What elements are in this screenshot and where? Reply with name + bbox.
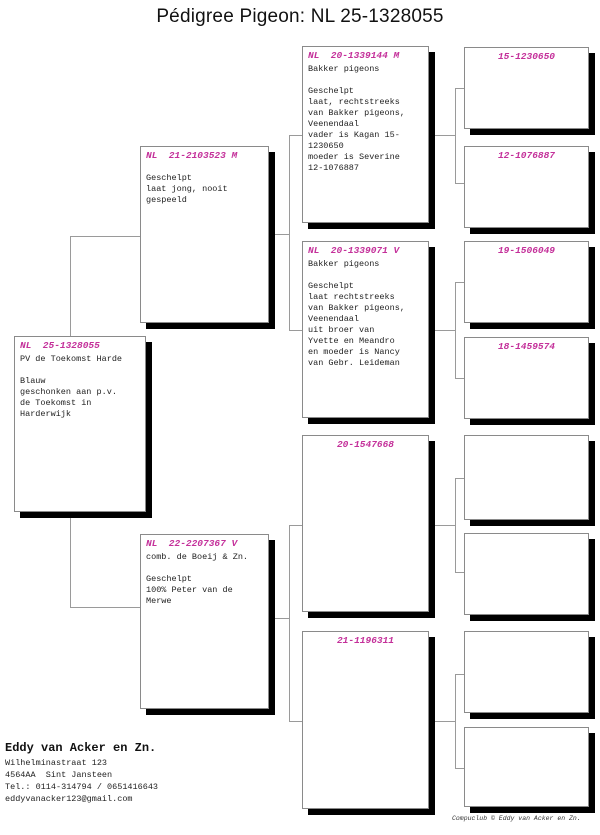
- great-grandparent-card-2: [464, 146, 589, 228]
- great-grandparent-ring-3: 19-1506049: [497, 245, 555, 256]
- grandsire-maternal-card: [302, 435, 429, 612]
- great-grandparent-ring-1: 15-1230650: [497, 51, 555, 62]
- granddam-paternal-owner: Bakker pigeons: [308, 259, 380, 269]
- breeder-name: Eddy van Acker en Zn.: [5, 741, 157, 755]
- sire-card: [140, 146, 269, 323]
- footer-copyright: Compuclub © Eddy van Acker en Zn.: [452, 815, 581, 822]
- breeder-phone: Tel.: 0114-314794 / 0651416643: [5, 782, 159, 792]
- grandsire-paternal-owner: Bakker pigeons: [308, 64, 380, 74]
- great-grandparent-card-6: [464, 533, 589, 615]
- great-grandparent-card-1: [464, 47, 589, 129]
- great-grandparent-ring-2: 12-1076887: [497, 150, 555, 161]
- grandsire-paternal-ring-number: NL 20-1339144 M: [308, 50, 400, 61]
- subject-owner: PV de Toekomst Harde: [20, 354, 123, 364]
- dam-notes: Geschelpt 100% Peter van de Merwe: [146, 574, 233, 606]
- great-grandparent-card-3: [464, 241, 589, 323]
- granddam-paternal-ring-number: NL 20-1339071 V: [308, 245, 400, 256]
- dam-owner: comb. de Boeij & Zn.: [146, 552, 249, 562]
- great-grandparent-card-5: [464, 435, 589, 520]
- breeder-email: eddyvanacker123@gmail.com: [5, 794, 133, 804]
- great-grandparent-card-8: [464, 727, 589, 807]
- sire-ring-number: NL 21-2103523 M: [146, 150, 238, 161]
- great-grandparent-card-7: [464, 631, 589, 713]
- granddam-maternal-card: [302, 631, 429, 809]
- dam-ring-number: NL 22-2207367 V: [146, 538, 238, 549]
- sire-notes: Geschelpt laat jong, nooit gespeeld: [146, 173, 228, 205]
- breeder-street: Wilhelminastraat 123: [5, 758, 108, 768]
- breeder-city: 4564AA Sint Jansteen: [5, 770, 113, 780]
- granddam-paternal-notes: Geschelpt laat rechtstreeks van Bakker pigeons, Veenendaal uit broer van Yvette en Meandro en moeder is Nancy van Gebr. Leideman: [308, 281, 405, 368]
- subject-ring-number: NL 25-1328055: [20, 340, 100, 351]
- granddam-maternal-ring-number: 21-1196311: [336, 635, 394, 646]
- granddam-paternal-card: [302, 241, 429, 418]
- grandsire-maternal-ring-number: 20-1547668: [336, 439, 394, 450]
- great-grandparent-ring-4: 18-1459574: [497, 341, 555, 352]
- grandsire-paternal-card: [302, 46, 429, 223]
- subject-notes: Blauw geschonken aan p.v. de Toekomst in Harderwijk: [20, 376, 117, 419]
- subject-card: [14, 336, 146, 512]
- great-grandparent-card-4: [464, 337, 589, 419]
- page-title: Pédigree Pigeon: NL 25-1328055: [156, 6, 444, 27]
- grandsire-paternal-notes: Geschelpt laat, rechtstreeks van Bakker pigeons, Veenendaal vader is Kagan 15- 1230650 moeder is Severine 12-1076887: [308, 86, 405, 173]
- dam-card: [140, 534, 269, 709]
